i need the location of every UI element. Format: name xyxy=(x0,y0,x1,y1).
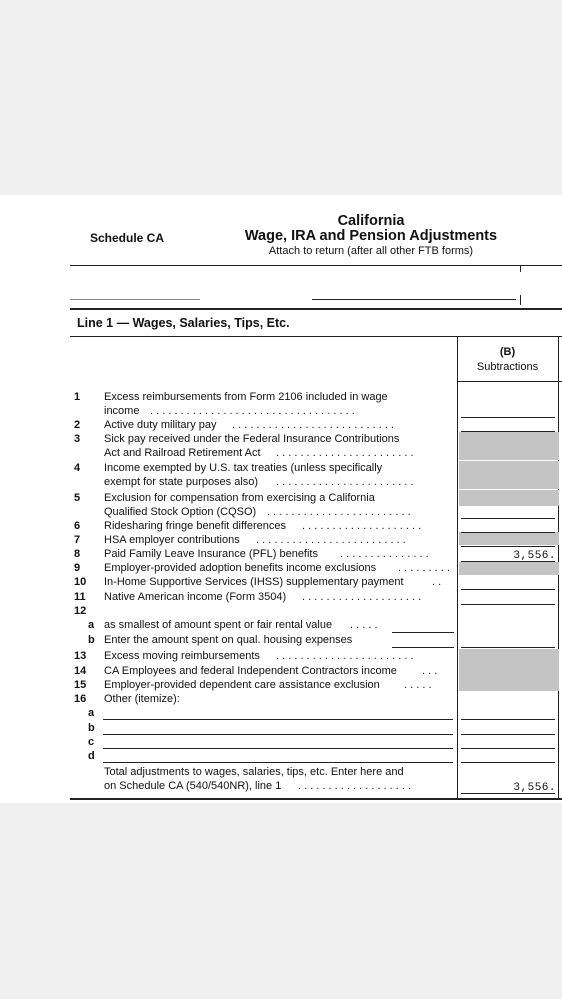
line-16c-amount-field[interactable] xyxy=(461,748,555,749)
col-b-left-border xyxy=(457,336,458,799)
shaded-cell-3 xyxy=(459,432,559,460)
line-16b-label: b xyxy=(88,722,95,734)
column-b-subheader: Subtractions xyxy=(476,361,539,373)
table-bottom-rule xyxy=(70,798,562,800)
line-5-amount-field[interactable] xyxy=(461,518,555,519)
line-10-text: In-Home Supportive Services (IHSS) supplementary payment xyxy=(104,576,404,588)
line-13-leader-dots: . . . . . . . . . . . . . . . . . . . . . . . xyxy=(276,650,414,662)
line-12a-label: a xyxy=(88,619,95,631)
line-12a-amount-field[interactable] xyxy=(392,632,454,633)
line-4-number: 4 xyxy=(74,462,81,474)
line-1-amount-field[interactable] xyxy=(461,417,555,418)
line-16-text: Other (itemize): xyxy=(104,693,180,705)
line-2-text: Active duty military pay xyxy=(104,419,217,431)
line-13-text: Excess moving reimbursements xyxy=(104,650,260,662)
line-16d-amount-field[interactable] xyxy=(461,762,555,763)
ssn-tick xyxy=(520,295,521,305)
line-12b-label: b xyxy=(88,634,95,646)
total-amount[interactable]: 3,556. xyxy=(513,782,556,794)
line-5-leader-dots: . . . . . . . . . . . . . . . . . . . . . . . . xyxy=(267,506,411,518)
line-8-leader-dots: . . . . . . . . . . . . . . . xyxy=(340,548,429,560)
line-16a-label: a xyxy=(88,707,95,719)
line-1-leader-dots: . . . . . . . . . . . . . . . . . . . . . . . . . . . . . . . . . . xyxy=(150,405,355,417)
header-tick xyxy=(520,265,521,272)
form-sheet xyxy=(0,195,562,803)
line-14-leader-dots: . . . xyxy=(422,665,438,677)
line-16a-description-field[interactable] xyxy=(103,719,453,720)
line-9-text: Employer-provided adoption benefits income exclusions xyxy=(104,562,377,574)
total-text: Total adjustments to wages, salaries, tips, etc. Enter here and xyxy=(104,766,404,778)
form-subtitle: Attach to return (after all other FTB forms) xyxy=(268,245,474,257)
line-10-amount-field[interactable] xyxy=(461,589,555,590)
line-3-text-cont: Act and Railroad Retirement Act xyxy=(104,447,261,459)
line-12b-text: Enter the amount spent on qual. housing expenses xyxy=(104,634,353,646)
line-4-text-cont: exempt for state purposes also) xyxy=(104,476,259,488)
line-16a-amount-field[interactable] xyxy=(461,719,555,720)
schedule-label: Schedule CA xyxy=(90,231,165,245)
line-16c-label: c xyxy=(88,736,95,748)
column-b-header: (B) xyxy=(499,346,516,358)
line-1-text: Excess reimbursements from Form 2106 included in wage xyxy=(104,391,388,403)
line-16d-description-field[interactable] xyxy=(103,762,453,763)
line-4-text: Income exempted by U.S. tax treaties (unless specifically xyxy=(104,462,383,474)
form-title-line1: California xyxy=(337,213,405,229)
line-1-text-cont: income xyxy=(104,405,140,417)
line-8-number: 8 xyxy=(74,548,81,560)
table-top-rule xyxy=(70,336,562,337)
total-amount-field[interactable] xyxy=(461,793,555,794)
line-11-leader-dots: . . . . . . . . . . . . . . . . . . . . xyxy=(302,591,422,603)
line-2-amount-field[interactable] xyxy=(461,431,555,432)
line-4-leader-dots: . . . . . . . . . . . . . . . . . . . . . . . xyxy=(276,476,414,488)
line-12-number: 12 xyxy=(74,605,87,617)
line-16d-label: d xyxy=(88,750,95,762)
line-16c-description-field[interactable] xyxy=(103,748,453,749)
line-1-number: 1 xyxy=(74,391,81,403)
total-leader-dots: . . . . . . . . . . . . . . . . . . . xyxy=(298,780,412,792)
col-b-header-rule xyxy=(457,381,562,382)
line-9-number: 9 xyxy=(74,562,81,574)
name-field-line[interactable] xyxy=(70,299,200,300)
line-12a-text: as smallest of amount spent or fair rental value xyxy=(104,619,333,631)
line-11-text: Native American income (Form 3504) xyxy=(104,591,287,603)
line-16b-amount-field[interactable] xyxy=(461,734,555,735)
line-6-text: Ridesharing fringe benefit differences xyxy=(104,520,287,532)
line-7-amount-field[interactable] xyxy=(461,546,555,547)
shaded-cell-13-15 xyxy=(459,649,559,691)
shaded-cell-9 xyxy=(459,562,559,575)
shaded-cell-4 xyxy=(459,461,559,489)
line-8-amount-field[interactable] xyxy=(461,561,555,562)
line-2-number: 2 xyxy=(74,419,81,431)
header-rule xyxy=(70,265,562,266)
line-8-text: Paid Family Leave Insurance (PFL) benefits xyxy=(104,548,318,560)
line-5-number: 5 xyxy=(74,492,81,504)
line-12-amount-field[interactable] xyxy=(461,647,555,648)
section-top-rule xyxy=(70,308,562,310)
line-7-leader-dots: . . . . . . . . . . . . . . . . . . . . . . . . . xyxy=(256,534,406,546)
line-12a-leader-dots: . . . . . xyxy=(350,619,378,631)
line-7-number: 7 xyxy=(74,534,81,546)
line-7-text: HSA employer contributions xyxy=(104,534,240,546)
line-15-number: 15 xyxy=(74,679,87,691)
line-16b-description-field[interactable] xyxy=(103,734,453,735)
line-13-number: 13 xyxy=(74,650,87,662)
line-3-text: Sick pay received under the Federal Insurance Contributions xyxy=(104,433,400,445)
line-6-number: 6 xyxy=(74,520,81,532)
line-12b-amount-field[interactable] xyxy=(392,647,454,648)
line-14-text: CA Employees and federal Independent Contractors income xyxy=(104,665,397,677)
line-3-leader-dots: . . . . . . . . . . . . . . . . . . . . . . . xyxy=(276,447,414,459)
line-11-number: 11 xyxy=(74,591,86,603)
line-5-text: Exclusion for compensation from exercising a California xyxy=(104,492,375,504)
line-14-number: 14 xyxy=(74,665,87,677)
line-9-leader-dots: . . . . . . . . . xyxy=(398,562,450,574)
line-6-leader-dots: . . . . . . . . . . . . . . . . . . . . xyxy=(302,520,422,532)
line-15-leader-dots: . . . . . xyxy=(404,679,432,691)
line-11-amount-field[interactable] xyxy=(461,604,555,605)
section-title: Line 1 — Wages, Salaries, Tips, Etc. xyxy=(77,316,290,330)
line-2-leader-dots: . . . . . . . . . . . . . . . . . . . . . . . . . . . xyxy=(232,419,394,431)
line-10-number: 10 xyxy=(74,576,87,588)
line-5-text-cont: Qualified Stock Option (CQSO) xyxy=(104,506,257,518)
line-8-amount[interactable]: 3,556. xyxy=(513,550,556,562)
form-title-line2: Wage, IRA and Pension Adjustments xyxy=(244,228,498,244)
line-16-number: 16 xyxy=(74,693,87,705)
total-text-cont: on Schedule CA (540/540NR), line 1 xyxy=(104,780,282,792)
line-6-amount-field[interactable] xyxy=(461,532,555,533)
line-10-leader-dots: . . xyxy=(432,576,442,588)
line-3-number: 3 xyxy=(74,433,81,445)
line-15-text: Employer-provided dependent care assistance exclusion xyxy=(104,679,380,691)
shaded-cell-7 xyxy=(459,532,559,545)
ssn-field-line[interactable] xyxy=(312,299,516,300)
shaded-cell-5 xyxy=(459,490,559,506)
